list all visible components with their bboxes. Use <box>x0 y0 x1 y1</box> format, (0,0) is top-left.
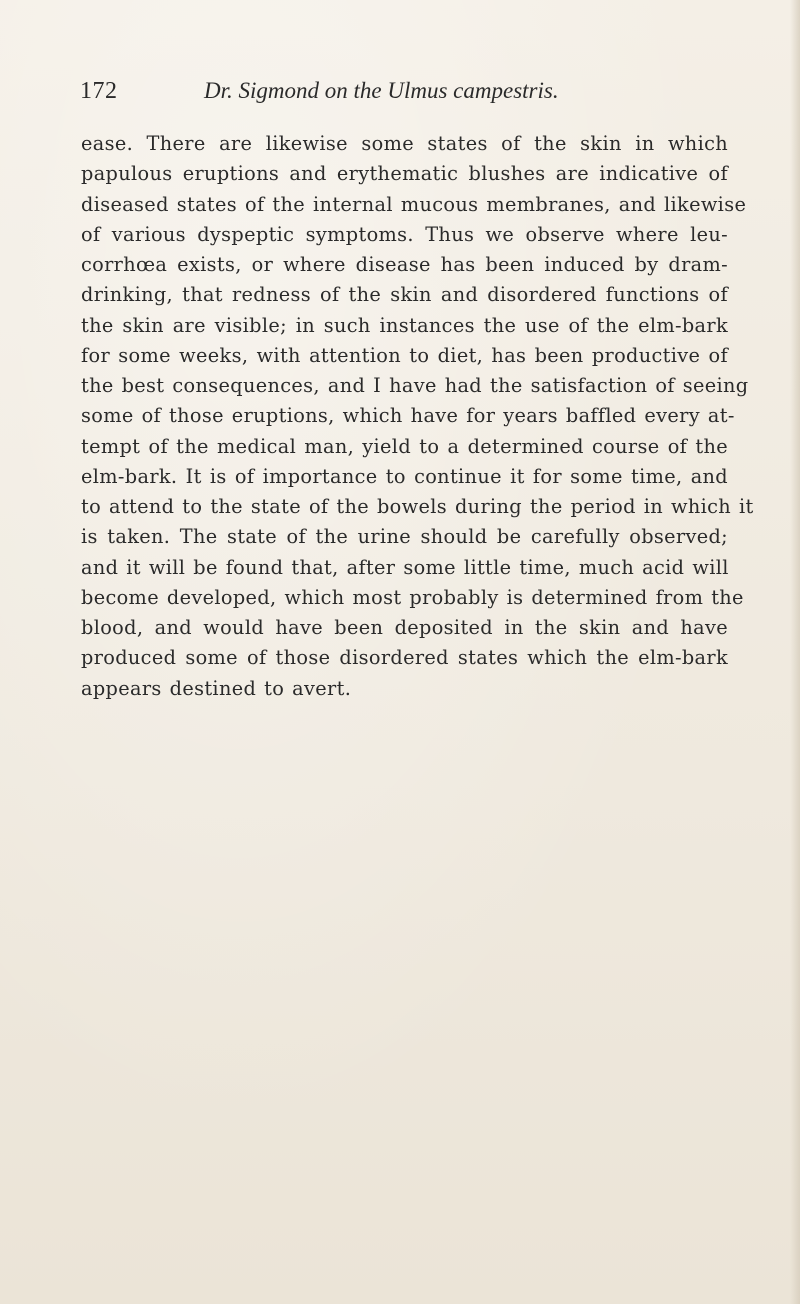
text-line: some of those eruptions, which have for years baffled every at- <box>81 404 735 428</box>
text-line: drinking, that redness of the skin and disordered functions of <box>81 283 728 307</box>
text-line: appears destined to avert. <box>81 676 352 700</box>
text-line: and it will be found that, after some little time, much acid will <box>81 555 729 579</box>
text-line: papulous eruptions and erythematic blushes are indicative of <box>81 162 728 186</box>
text-line: the skin are visible; in such instances the use of the elm-bark <box>81 313 728 337</box>
page-header <box>80 78 740 112</box>
page-edge-shadow <box>790 0 800 1304</box>
text-line: produced some of those disordered states which the elm-bark <box>81 646 728 670</box>
body-paragraph <box>81 129 754 704</box>
text-line: become developed, which most probably is determined from the <box>81 585 744 609</box>
text-line: ease. There are likewise some states of the skin in which <box>81 132 728 155</box>
running-head: Dr. Sigmond on the Ulmus campestris. <box>204 78 559 103</box>
text-line: tempt of the medical man, yield to a determined course of the <box>81 434 728 458</box>
text-line: diseased states of the internal mucous membranes, and likewise <box>81 192 747 216</box>
page-number: 172 <box>80 78 118 104</box>
text-line: the best consequences, and I have had the satisfaction of seeing <box>81 374 749 397</box>
text-line: corrhœa exists, or where disease has been induced by dram- <box>81 253 728 276</box>
text-line: elm-bark. It is of importance to continue it for some time, and <box>81 464 728 488</box>
text-line: blood, and would have been deposited in the skin and have <box>81 616 728 639</box>
text-line: is taken. The state of the urine should be carefully observed; <box>81 525 728 549</box>
text-line: for some weeks, with attention to diet, has been productive of <box>81 343 728 367</box>
text-line: of various dyspeptic symptoms. Thus we observe where leu- <box>81 222 728 246</box>
text-line: to attend to the state of the bowels during the period in which it <box>81 495 754 518</box>
